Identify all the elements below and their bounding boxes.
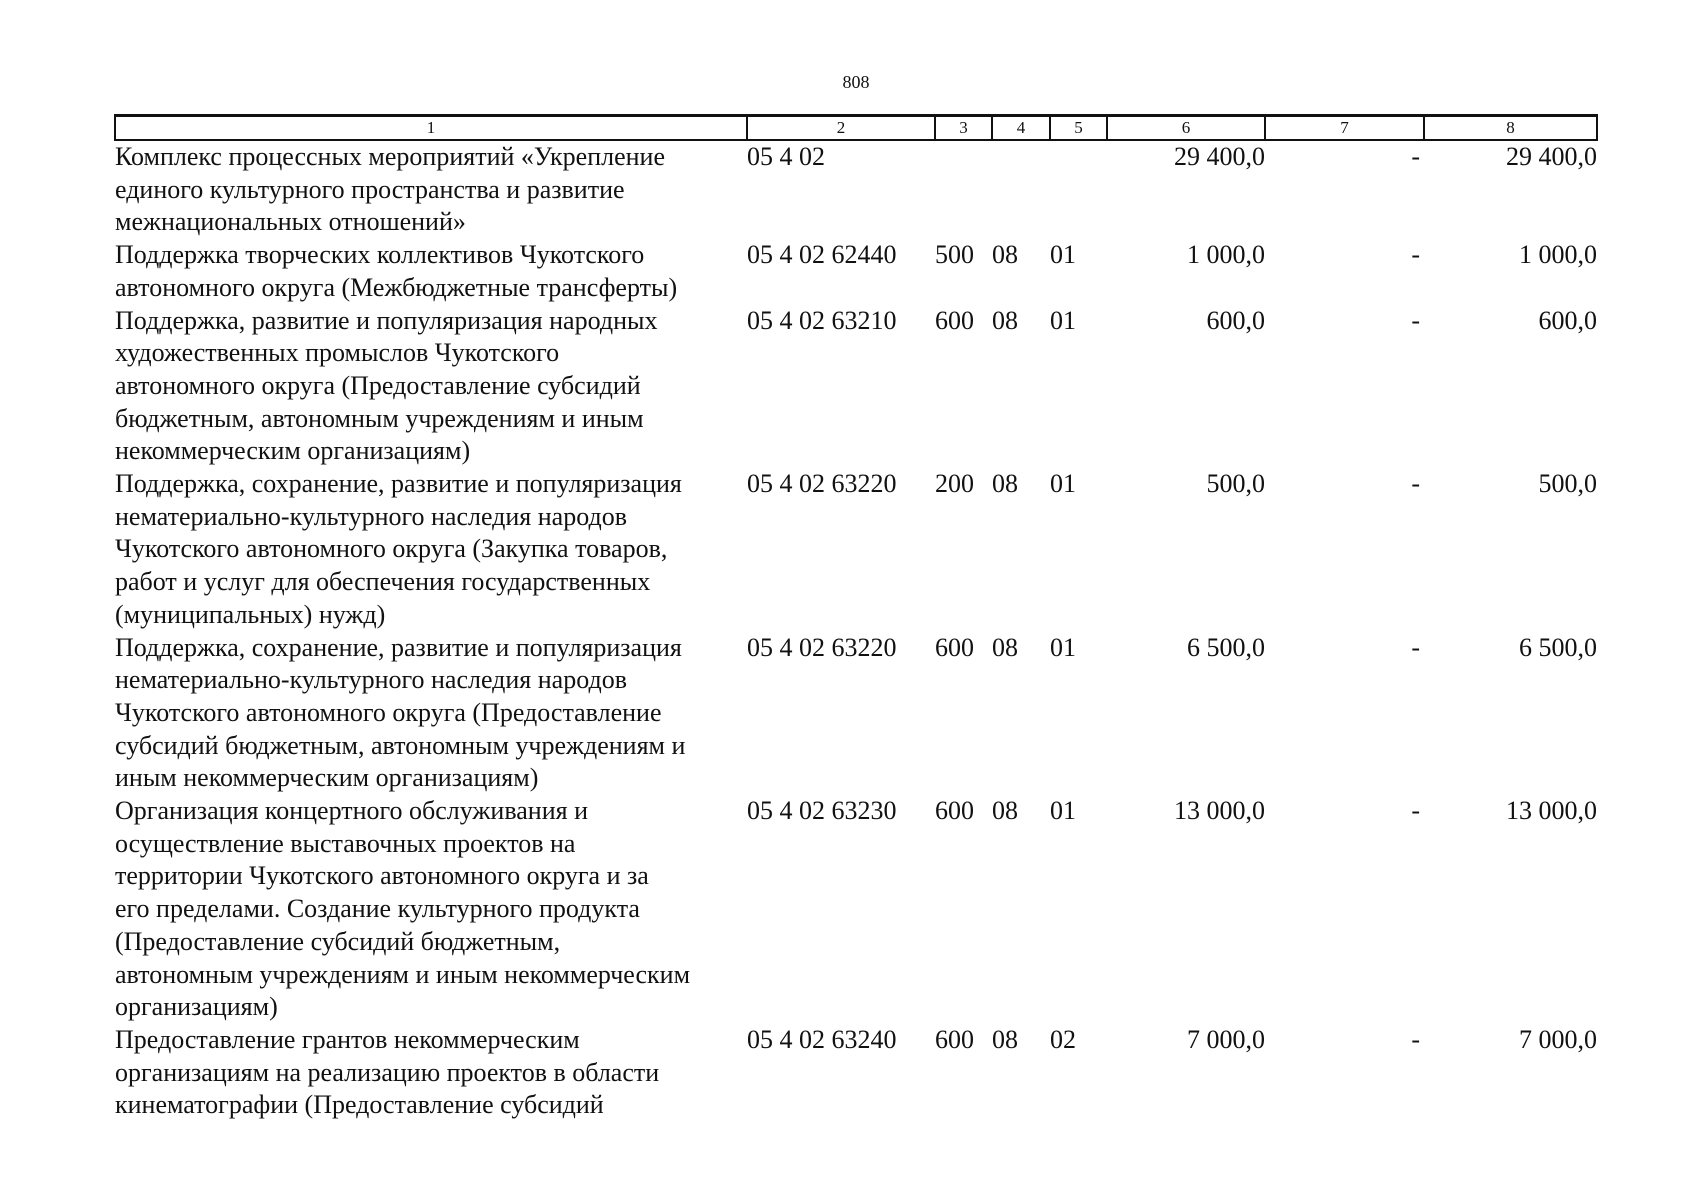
row-name-line: единого культурного пространства и развитие bbox=[115, 174, 625, 204]
subsection-code: 08 bbox=[992, 469, 1018, 499]
section-code: 500 bbox=[935, 240, 974, 270]
row-name-line: художественных промыслов Чукотского bbox=[115, 338, 560, 368]
amount-7: - bbox=[1411, 796, 1420, 826]
row-name-line: автономного округа (Предоставление субсидий bbox=[115, 370, 641, 400]
column-header-6: 6 bbox=[1107, 116, 1265, 141]
row-name-line: Чукотского автономного округа (Предоставление bbox=[115, 697, 662, 727]
row-name-line: работ и услуг для обеспечения государственных bbox=[115, 567, 651, 597]
row-name-line: организациям) bbox=[115, 992, 278, 1022]
amount-7: - bbox=[1411, 469, 1420, 499]
table-row bbox=[115, 239, 1597, 304]
amount-8: 7 000,0 bbox=[1519, 1024, 1597, 1054]
subsection-code: 08 bbox=[992, 632, 1018, 662]
item-code: 01 bbox=[1050, 632, 1076, 662]
amount-7: - bbox=[1411, 240, 1420, 270]
row-name-line: Комплекс процессных мероприятий «Укрепление bbox=[115, 142, 665, 171]
row-name-line: автономным учреждениям и иным некоммерческим bbox=[115, 959, 691, 989]
column-header-4: 4 bbox=[992, 116, 1050, 141]
item-code: 01 bbox=[1050, 796, 1076, 826]
section-code bbox=[935, 140, 992, 239]
amount-6: 6 500,0 bbox=[1187, 632, 1265, 662]
code: 05 4 02 bbox=[747, 142, 825, 171]
section-code: 600 bbox=[935, 632, 974, 662]
amount-8: 29 400,0 bbox=[1506, 142, 1597, 171]
row-name-line: Поддержка, развитие и популяризация народных bbox=[115, 305, 658, 335]
item-code: 01 bbox=[1050, 305, 1076, 335]
row-name-line: территории Чукотского автономного округа и за bbox=[115, 861, 649, 891]
code: 05 4 02 62440 bbox=[747, 240, 897, 270]
section-code: 600 bbox=[935, 1024, 974, 1054]
column-header-1: 1 bbox=[115, 116, 747, 141]
column-header-7: 7 bbox=[1265, 116, 1424, 141]
item-code bbox=[1050, 140, 1107, 239]
row-name-line: кинематографии (Предоставление субсидий bbox=[115, 1090, 604, 1120]
row-name-line: иным некоммерческим организациям) bbox=[115, 763, 539, 793]
section-code: 600 bbox=[935, 796, 974, 826]
column-header-5: 5 bbox=[1050, 116, 1107, 141]
table-row bbox=[115, 1024, 1597, 1122]
amount-6: 1 000,0 bbox=[1187, 240, 1265, 270]
row-name-line: Предоставление грантов некоммерческим bbox=[115, 1024, 580, 1054]
column-header-2: 2 bbox=[747, 116, 935, 141]
section-code: 600 bbox=[935, 305, 974, 335]
row-name-line: Поддержка творческих коллективов Чукотского bbox=[115, 240, 645, 270]
amount-8: 1 000,0 bbox=[1519, 240, 1597, 270]
row-name bbox=[115, 140, 747, 239]
subsection-code: 08 bbox=[992, 796, 1018, 826]
table-row bbox=[115, 468, 1597, 632]
amount-8: 13 000,0 bbox=[1506, 796, 1597, 826]
column-header-3: 3 bbox=[935, 116, 992, 141]
row-name-line: Поддержка, сохранение, развитие и популяризация bbox=[115, 632, 682, 662]
row-name-line: бюджетным, автономным учреждениям и иным bbox=[115, 403, 644, 433]
row-name-line: (муниципальных) нужд) bbox=[115, 599, 386, 629]
amount-6: 29 400,0 bbox=[1174, 142, 1265, 171]
row-name bbox=[115, 632, 747, 796]
amount-6: 500,0 bbox=[1206, 469, 1265, 499]
code: 05 4 02 63220 bbox=[747, 632, 897, 662]
code: 05 4 02 63230 bbox=[747, 796, 897, 826]
header-row bbox=[115, 116, 1597, 141]
section-code: 200 bbox=[935, 469, 974, 499]
row-name bbox=[115, 305, 747, 469]
row-name-line: межнациональных отношений» bbox=[115, 207, 466, 237]
item-code: 01 bbox=[1050, 469, 1076, 499]
row-name bbox=[115, 468, 747, 632]
subsection-code bbox=[992, 140, 1050, 239]
table-row bbox=[115, 795, 1597, 1024]
row-name-line: нематериально-культурного наследия народов bbox=[115, 665, 627, 695]
row-name-line: организациям на реализацию проектов в области bbox=[115, 1057, 660, 1087]
amount-6: 7 000,0 bbox=[1187, 1024, 1265, 1054]
page-number: 808 bbox=[842, 72, 870, 92]
subsection-code: 08 bbox=[992, 305, 1018, 335]
row-name bbox=[115, 239, 747, 304]
row-name-line: нематериально-культурного наследия народов bbox=[115, 501, 627, 531]
amount-6: 13 000,0 bbox=[1174, 796, 1265, 826]
column-header-8: 8 bbox=[1424, 116, 1597, 141]
row-name bbox=[115, 795, 747, 1024]
table-row bbox=[115, 140, 1597, 239]
amount-6: 600,0 bbox=[1206, 305, 1265, 335]
row-name-line: некоммерческим организациям) bbox=[115, 436, 471, 466]
row-name-line: (Предоставление субсидий бюджетным, bbox=[115, 926, 561, 956]
row-name-line: осуществление выставочных проектов на bbox=[115, 828, 576, 858]
amount-8: 500,0 bbox=[1538, 469, 1597, 499]
amount-7: - bbox=[1411, 1024, 1420, 1054]
row-name bbox=[115, 1024, 747, 1122]
amount-7: - bbox=[1411, 305, 1420, 335]
code: 05 4 02 63240 bbox=[747, 1024, 897, 1054]
code: 05 4 02 63210 bbox=[747, 305, 897, 335]
table-row bbox=[115, 305, 1597, 469]
row-name-line: его пределами. Создание культурного продукта bbox=[115, 894, 640, 924]
amount-7: - bbox=[1411, 632, 1420, 662]
row-name-line: Чукотского автономного округа (Закупка товаров, bbox=[115, 534, 668, 564]
subsection-code: 08 bbox=[992, 240, 1018, 270]
budget-table bbox=[114, 114, 1598, 1122]
row-name-line: субсидий бюджетным, автономным учреждениям и bbox=[115, 730, 686, 760]
item-code: 01 bbox=[1050, 240, 1076, 270]
amount-7: - bbox=[1411, 142, 1420, 171]
table-row bbox=[115, 632, 1597, 796]
row-name-line: Организация концертного обслуживания и bbox=[115, 796, 588, 826]
code: 05 4 02 63220 bbox=[747, 469, 897, 499]
amount-8: 6 500,0 bbox=[1519, 632, 1597, 662]
row-name-line: автономного округа (Межбюджетные трансферты) bbox=[115, 272, 678, 302]
amount-8: 600,0 bbox=[1538, 305, 1597, 335]
item-code: 02 bbox=[1050, 1024, 1076, 1054]
subsection-code: 08 bbox=[992, 1024, 1018, 1054]
row-name-line: Поддержка, сохранение, развитие и популяризация bbox=[115, 469, 682, 499]
